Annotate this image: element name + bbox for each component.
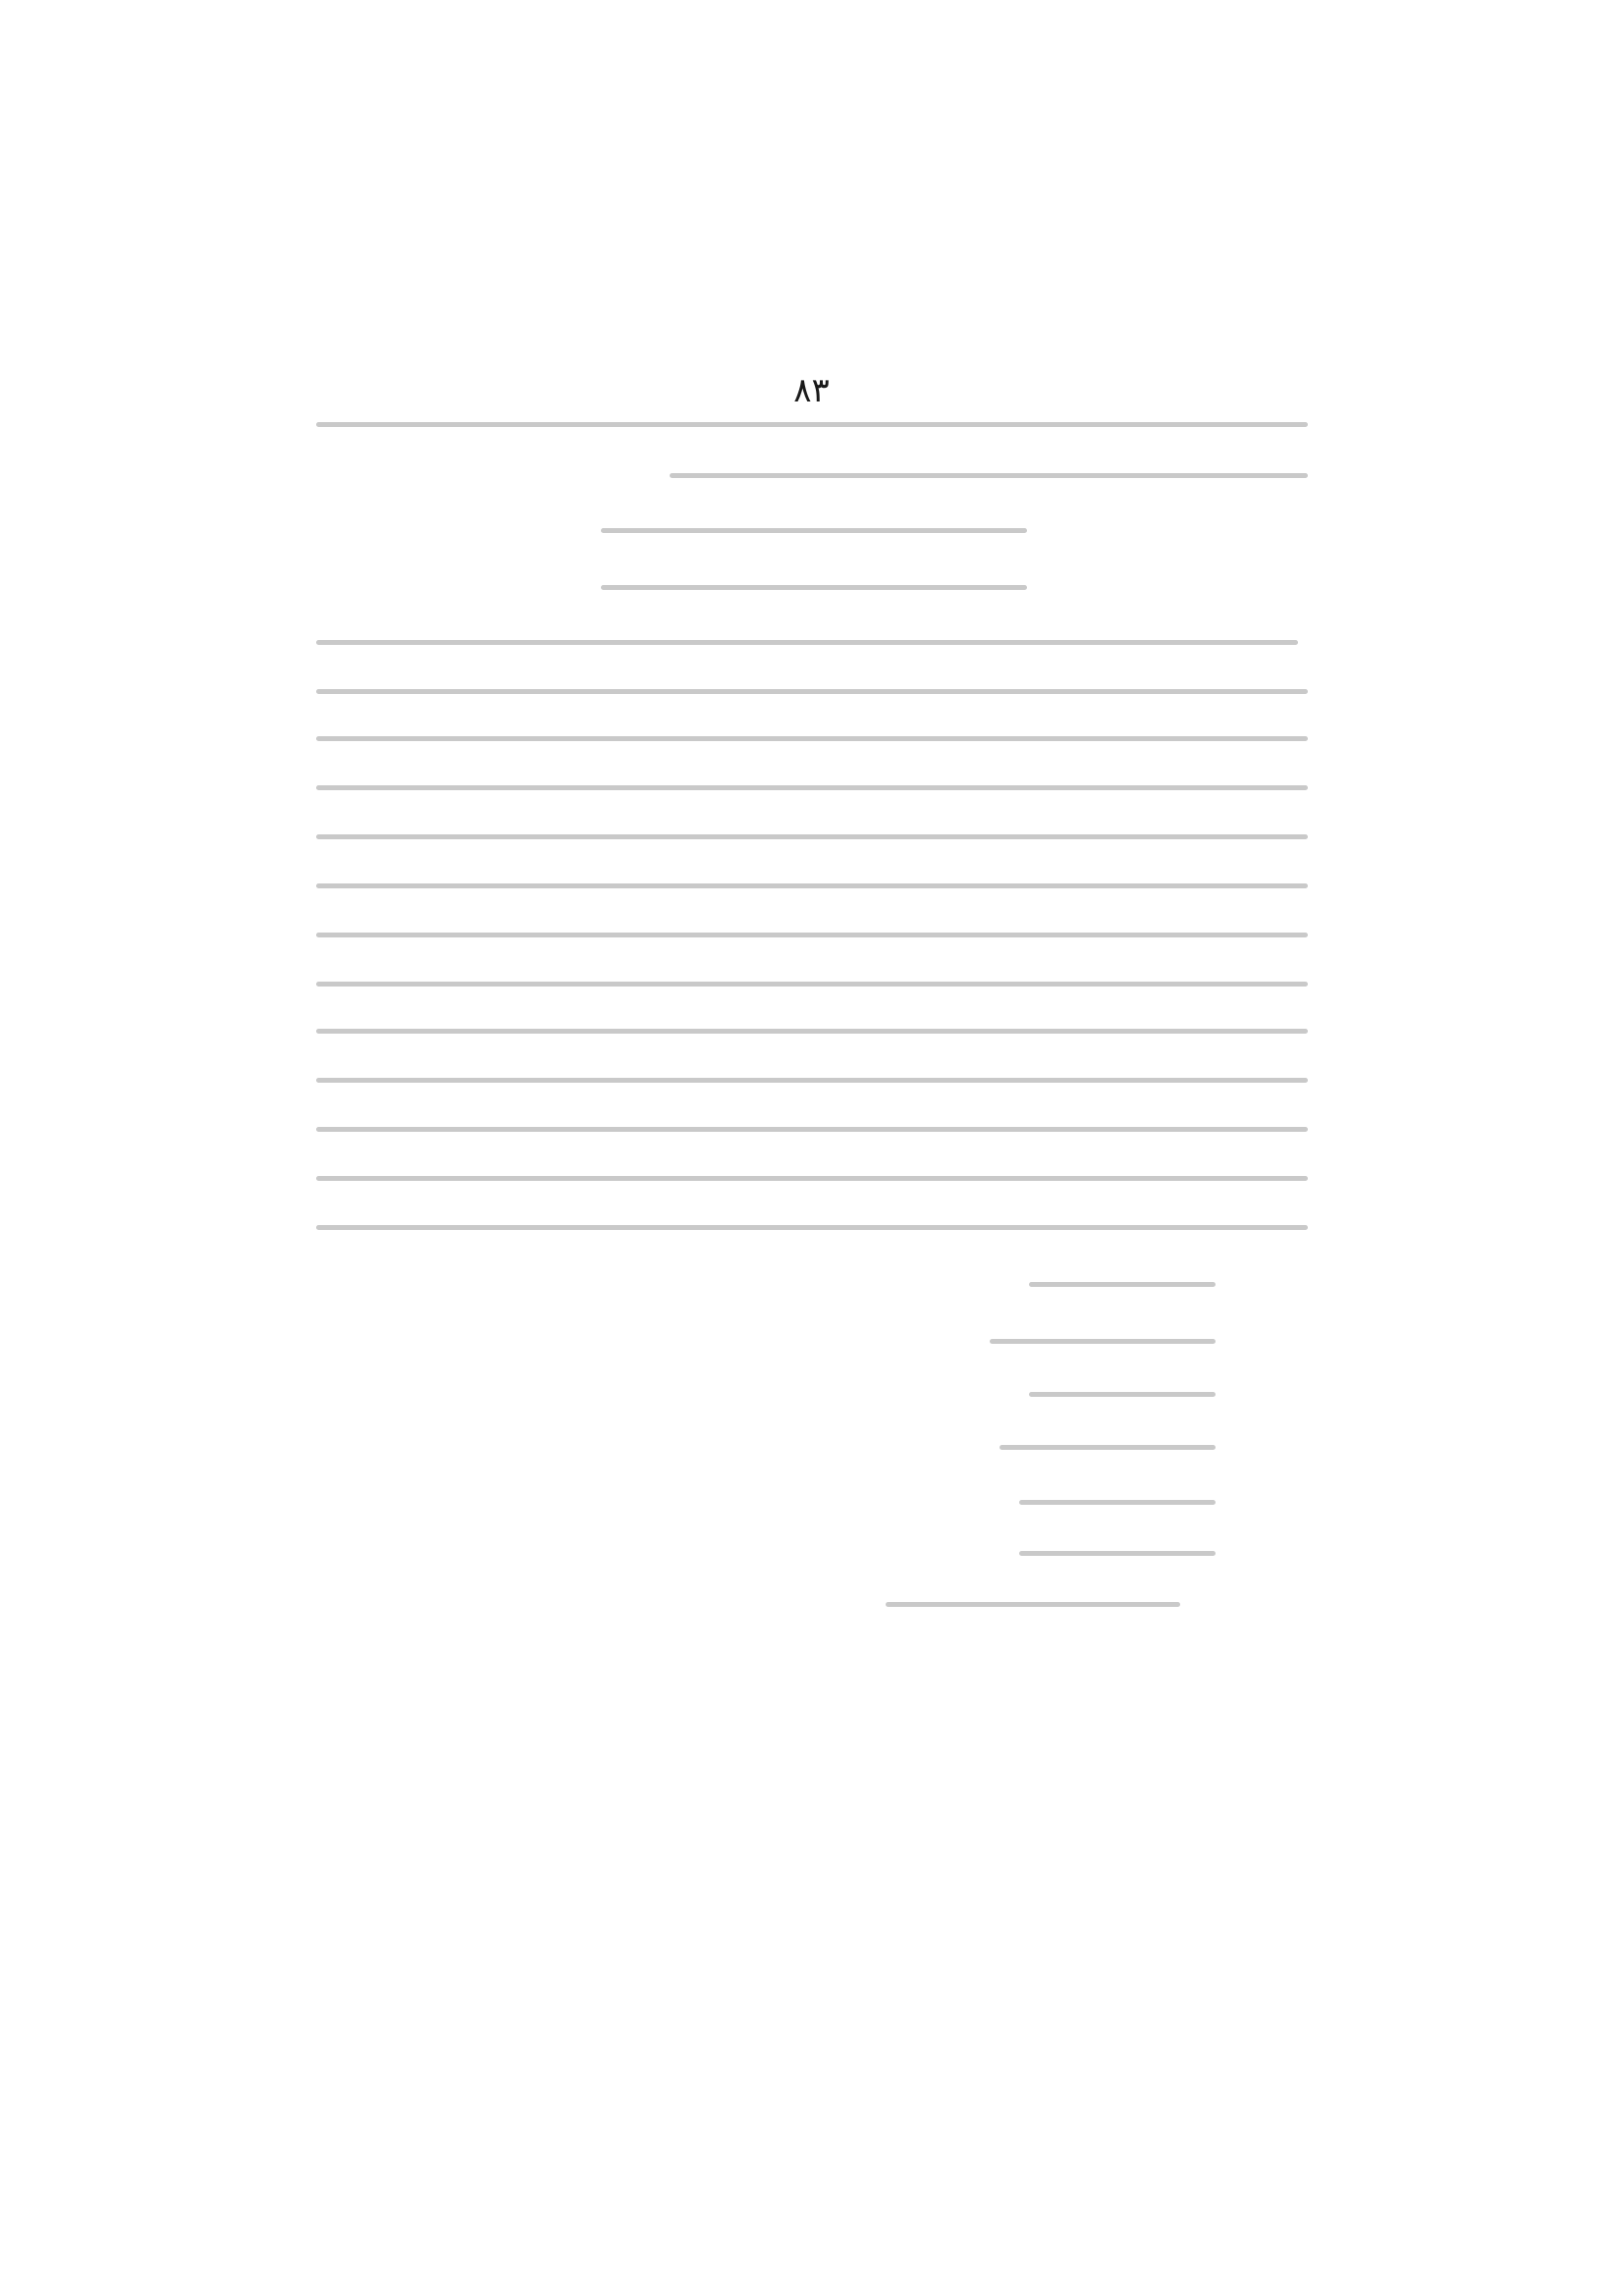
text-line [670, 473, 1308, 478]
text-line [316, 422, 1308, 427]
text-line [316, 736, 1308, 741]
verse-line [1029, 1392, 1216, 1397]
text-line [316, 1176, 1308, 1181]
text-line [316, 1225, 1308, 1230]
text-line [316, 834, 1308, 839]
closing-verse-line [886, 1602, 1180, 1607]
verse-line [601, 528, 1027, 533]
verse-line [990, 1339, 1216, 1344]
text-line [316, 982, 1308, 987]
verse-line [1029, 1282, 1216, 1287]
transition-line [1019, 1551, 1216, 1556]
text-line [316, 640, 1298, 645]
text-line [316, 1029, 1308, 1034]
text-line [316, 883, 1308, 888]
verse-line [1000, 1445, 1216, 1450]
verse-line [601, 585, 1027, 590]
text-line [316, 1078, 1308, 1083]
text-line [316, 785, 1308, 790]
text-line [316, 689, 1308, 694]
text-line [316, 1127, 1308, 1132]
text-line [316, 933, 1308, 937]
page-number: ٨٣ [793, 371, 830, 410]
verse-line [1019, 1500, 1216, 1505]
